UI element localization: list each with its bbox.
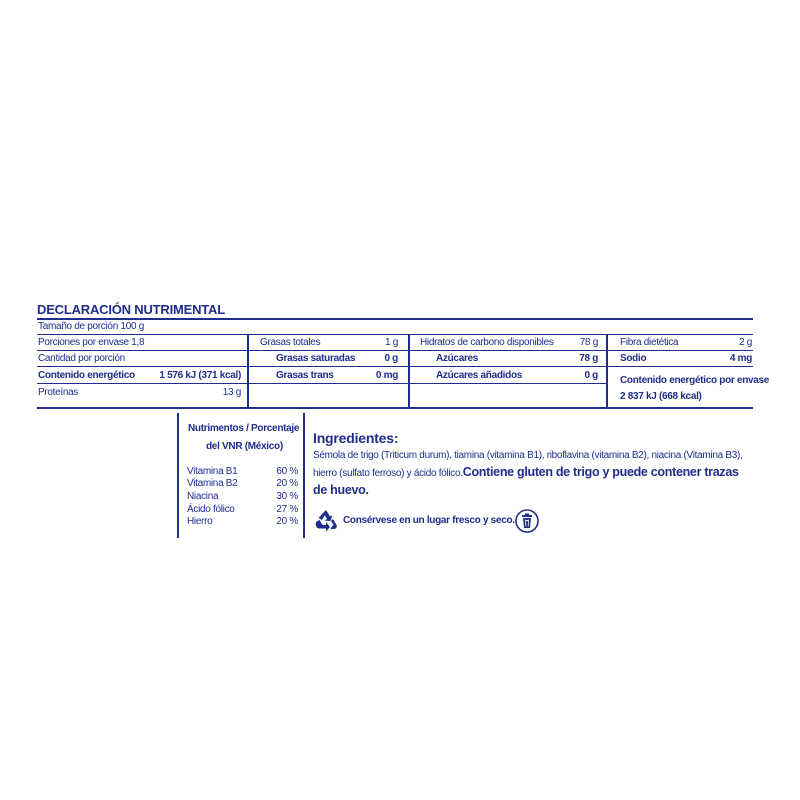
table-rule-1	[37, 334, 753, 335]
allergen-statement: Contiene gluten de trigo y puede contener trazas de huevo.	[313, 465, 739, 497]
energy-package-value: 2 837 kJ (668 kcal)	[620, 391, 702, 402]
table-top-rule	[37, 318, 753, 320]
energy-label: Contenido energético	[38, 370, 135, 381]
recycle-icon	[313, 509, 339, 538]
vnr-row-name: Vitamina B2	[187, 478, 238, 489]
ingredients-title: Ingredientes:	[313, 430, 399, 446]
storage-instructions: Consérvese en un lugar fresco y seco.	[343, 515, 515, 526]
sodium-label: Sodio	[620, 353, 647, 364]
energy-package-label: Contenido energético por envase	[620, 375, 770, 386]
vnr-row-pct: 20 %	[276, 516, 298, 527]
servings-per-package: Porciones por envase 1,8	[38, 337, 145, 348]
protein-value: 13 g	[222, 387, 241, 398]
vnr-right-border	[303, 413, 305, 538]
vnr-row-pct: 60 %	[276, 466, 298, 477]
fiber-value: 2 g	[738, 337, 752, 348]
vnr-row-pct: 20 %	[276, 478, 298, 489]
fat-trans-value: 0 mg	[375, 370, 398, 381]
table-bottom-rule	[37, 407, 753, 409]
protein-label: Proteínas	[38, 387, 79, 398]
ingredients-list: Sémola de trigo (Triticum durum), tiamina (vitamina B1), riboflavina (vitamina B2), niacina (Vitamina B3), hierro (sulfato ferroso) y ácido fólico.	[313, 450, 743, 479]
vnr-row-name: Ácido fólico	[187, 504, 235, 515]
vnr-row-pct: 30 %	[276, 491, 298, 502]
vnr-header-line2: del VNR (México)	[206, 441, 283, 452]
table-rule-3	[37, 366, 753, 367]
serving-size: Tamaño de porción 100 g	[38, 321, 144, 332]
vnr-header-line1: Nutrimentos / Porcentaje	[188, 423, 300, 434]
vnr-row-pct: 27 %	[276, 504, 298, 515]
table-col-divider-2	[408, 334, 410, 409]
vnr-left-border	[177, 413, 179, 538]
amount-per-serving: Cantidad por porción	[38, 353, 125, 364]
fat-trans-label: Grasas trans	[276, 370, 334, 381]
sodium-value: 4 mg	[729, 353, 752, 364]
carbs-label: Hidratos de carbono disponibles	[420, 337, 554, 348]
table-rule-4	[37, 383, 606, 384]
vnr-row-name: Hierro	[187, 516, 213, 527]
trash-bin-icon	[515, 509, 539, 538]
energy-value: 1 576 kJ (371 kcal)	[159, 370, 241, 381]
table-rule-2	[37, 350, 753, 351]
ingredients-text	[313, 448, 753, 500]
vnr-row-name: Vitamina B1	[187, 466, 238, 477]
fiber-label: Fibra dietética	[620, 337, 679, 348]
added-sugars-label: Azúcares añadidos	[436, 370, 523, 381]
added-sugars-value: 0 g	[584, 370, 598, 381]
nutrition-title: DECLARACIÓN NUTRIMENTAL	[37, 302, 225, 317]
table-col-divider-3	[606, 334, 608, 409]
fat-total-value: 1 g	[384, 337, 398, 348]
fat-saturated-value: 0 g	[384, 353, 398, 364]
fat-saturated-label: Grasas saturadas	[276, 353, 356, 364]
table-col-divider-1	[247, 334, 249, 409]
sugars-value: 78 g	[579, 353, 598, 364]
carbs-value: 78 g	[579, 337, 598, 348]
vnr-row-name: Niacina	[187, 491, 219, 502]
fat-total-label: Grasas totales	[260, 337, 321, 348]
sugars-label: Azúcares	[436, 353, 479, 364]
